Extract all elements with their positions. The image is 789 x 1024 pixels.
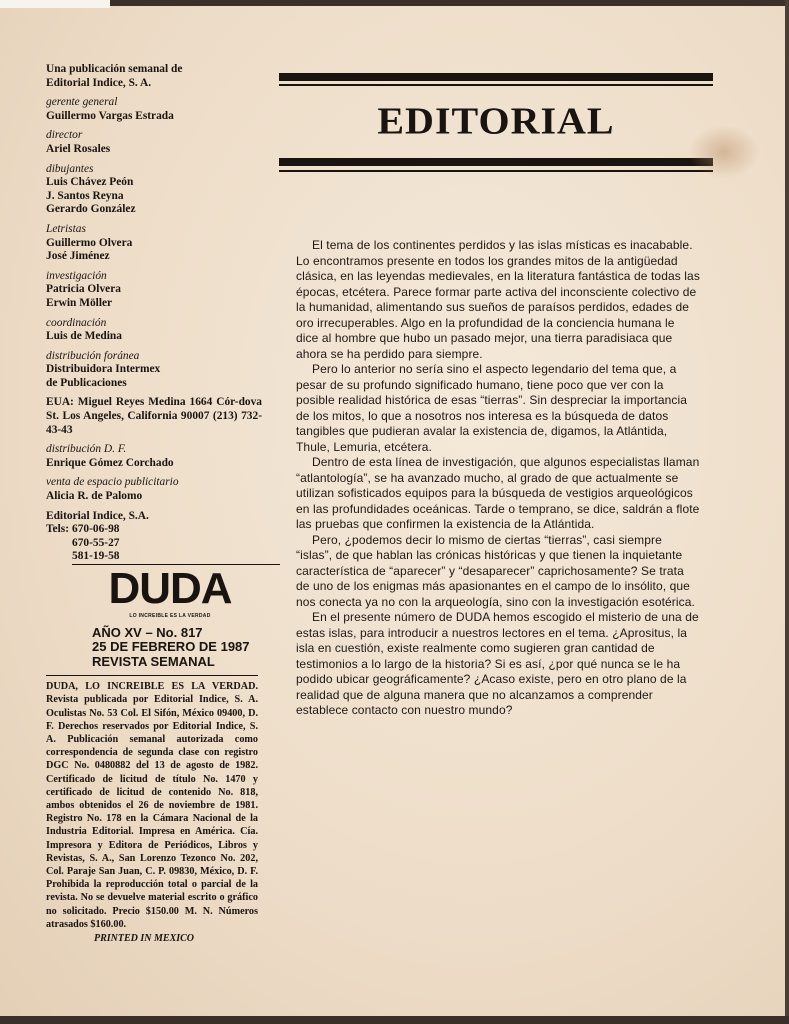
publisher-name: Editorial Indice, S.A. xyxy=(46,509,149,522)
staff-credit-block xyxy=(46,476,262,503)
staff-role: gerente general xyxy=(46,96,118,109)
issue-number: AÑO XV – No. 817 xyxy=(92,624,203,640)
staff-name: Patricia Olvera xyxy=(46,283,121,296)
staff-name: Distribuidora Intermex xyxy=(46,363,161,376)
phone-number: 581-19-58 xyxy=(72,550,120,563)
header-rule-bottom xyxy=(279,170,713,172)
masthead-lead-line: Editorial Indice, S. A. xyxy=(46,76,152,89)
editorial-paragraph: Dentro de esta línea de investigación, que algunos especialistas llaman “atlantología”, se ha avanzado mucho, al grado de que actualmente se utilizan sofisticados equipos para la búsqueda de vestigios arqueológicos en las profundidades oceánicas. Tarde o temprano, se dice, saldrán a flote las pruebas que confirmen la existencia de la Atlántida. xyxy=(296,455,700,531)
phone-label: Tels: xyxy=(46,523,69,536)
staff-credits xyxy=(46,96,262,390)
staff-name: Guillermo Olvera xyxy=(46,236,133,249)
phone-number: 670-06-98 xyxy=(72,523,120,536)
page-corner xyxy=(0,0,110,8)
staff-role: distribución D. F. xyxy=(46,443,127,456)
staff-name: Luis Chávez Peón xyxy=(46,176,134,189)
header-band-bottom xyxy=(279,158,713,166)
staff-name: Erwin Möller xyxy=(46,296,113,309)
staff-credit-block xyxy=(46,270,262,311)
staff-credit-block xyxy=(46,96,262,123)
staff-role: investigación xyxy=(46,269,107,282)
masthead-lead xyxy=(46,63,262,90)
staff-credit-block xyxy=(46,443,262,470)
logo-wordmark: DUDA xyxy=(108,564,232,613)
staff-role: coordinación xyxy=(46,316,107,329)
publisher-contact xyxy=(46,510,262,564)
staff-name: Guillermo Vargas Estrada xyxy=(46,109,174,122)
editorial-paragraph: Pero lo anterior no sería sino el aspecto legendario del tema que, a pesar de su profundo significado humano, tiene poco que ver con la posible realidad histórica de esas “tierras”. Sin despreciar la importancia de los mitos, lo que a nosotros nos interesa es la búsqueda de datos tangibles que pudieran avalar la existencia de, digamos, la Atlántida, Thule, Lemuria, etcétera. xyxy=(296,362,688,454)
editorial-title: EDITORIAL xyxy=(377,99,615,142)
staff-name: Ariel Rosales xyxy=(46,142,111,155)
masthead-lead-line: Una publicación semanal de xyxy=(46,63,183,75)
editorial-paragraph: El tema de los continentes perdidos y las islas místicas es inacabable. Lo encontramos presente en todos los grandes mitos de la antigüedad clásica, en las leyendas medievales, en la literatura fantástica de todas las épocas, etcétera. Parece formar parte activa del inconsciente colectivo de la humanidad, alimentando sus sueños de paraísos perdidos, edades de oro irrecuperables. Algo en la profundidad de la conciencia humana le dice al hombre que hubo un pasado mejor, una tierra paradisiaca que ahora se ha perdido para siempre. xyxy=(296,238,700,361)
staff-role: dibujantes xyxy=(46,162,94,175)
editorial-paragraph: Pero, ¿podemos decir lo mismo de ciertas “tierras”, casi siempre “islas”, de que hablan las crónicas históricas y que tienen la inquietante característica de “aparecer” y “desaparecer” caprichosamente? Se trata de uno de los enigmas más apasionantes en el campo de lo insólito, que nos conecta ya no con la arqueología, sino con la investigación esotérica. xyxy=(296,532,695,609)
page-top-edge xyxy=(110,0,789,6)
issue-date: 25 DE FEBRERO DE 1987 xyxy=(92,639,250,655)
logo-tagline: LO INCREIBLE ES LA VERDAD xyxy=(129,613,211,619)
header-rule-top xyxy=(279,84,713,86)
staff-name: Luis de Medina xyxy=(46,330,122,343)
issue-info xyxy=(92,626,262,670)
printed-in-label: PRINTED IN MEXICO xyxy=(94,932,195,944)
phone-line xyxy=(46,537,262,551)
page-bottom-edge xyxy=(0,1016,789,1024)
staff-credit-block xyxy=(46,223,262,264)
staff-role: director xyxy=(46,129,83,142)
staff-name: Alicia R. de Palomo xyxy=(46,490,143,503)
masthead-column xyxy=(46,63,262,946)
page-right-edge xyxy=(785,0,789,1024)
editorial-body xyxy=(296,238,700,719)
staff-role: distribución foránea xyxy=(46,349,140,362)
staff-name: José Jiménez xyxy=(46,250,110,263)
editorial-paragraph: En el presente número de DUDA hemos escogido el misterio de una de estas islas, para introducir a nuestros lectores en el tema. ¿Aprositus, la isla en cuestión, existe realmente como sugieren gran cantidad de testimonios a lo largo de la historia? Si es así, ¿por qué nunca se le ha podido ubicar geográficamente? ¿Acaso existe, pero en otro plano de la realidad que de alguna manera que no alcanzamos a comprender establece contacto con nuestro mundo? xyxy=(296,610,699,717)
staff-name: Enrique Gómez Corchado xyxy=(46,456,174,469)
staff-credit-block xyxy=(46,317,262,344)
staff-name: Gerardo González xyxy=(46,203,136,216)
staff-credit-block xyxy=(46,129,262,156)
staff-name: J. Santos Reyna xyxy=(46,189,124,202)
phone-line xyxy=(46,523,262,537)
staff-credits-2 xyxy=(46,443,262,503)
staff-credit-block xyxy=(46,163,262,217)
duda-logo xyxy=(90,564,250,624)
phone-line xyxy=(46,550,262,564)
staff-role: venta de espacio publicitario xyxy=(46,476,179,489)
legal-divider xyxy=(46,675,258,676)
phone-number: 670-55-27 xyxy=(72,536,120,549)
header-band-top xyxy=(279,73,713,81)
staff-credit-block xyxy=(46,350,262,391)
usa-distributor: EUA: Miguel Reyes Medina 1664 Cór-dova St. Los Angeles, California 90007 (213) 732-43-43 xyxy=(46,396,262,436)
staff-role: Letristas xyxy=(46,222,86,235)
paper-stain xyxy=(688,125,760,179)
issue-frequency: REVISTA SEMANAL xyxy=(92,653,215,669)
staff-name: de Publicaciones xyxy=(46,376,127,389)
legal-notice: DUDA, LO INCREIBLE ES LA VERDAD. Revista publicada por Editorial Indice, S. A. Oculistas No. 53 Col. El Sifón, México 09400, D. F. Derechos reservados por Editorial Indice, S. A. Publicación semanal autorizada como correspondencia de segunda clase con registro DGC No. 0480882 del 13 de agosto de 1982. Certificado de licitud de título No. 1470 y certificado de licitud de contenido No. 818, ambos obtenidos el 26 de noviembre de 1981. Registro No. 178 en la Cámara Nacional de la Industria Editorial. Impresa en América. Cía. Impresora y Editora de Periódicos, Libros y Revistas, S. A., San Lorenzo Tezonco No. 202, Col. Paraje San Juan, C. P. 09830, México, D. F. Prohibida la reproducción total o parcial de la revista. No se devuelve material escrito o gráfico no solicitado. Precio $150.00 M. N. Números atrasados $160.00. xyxy=(46,681,258,930)
